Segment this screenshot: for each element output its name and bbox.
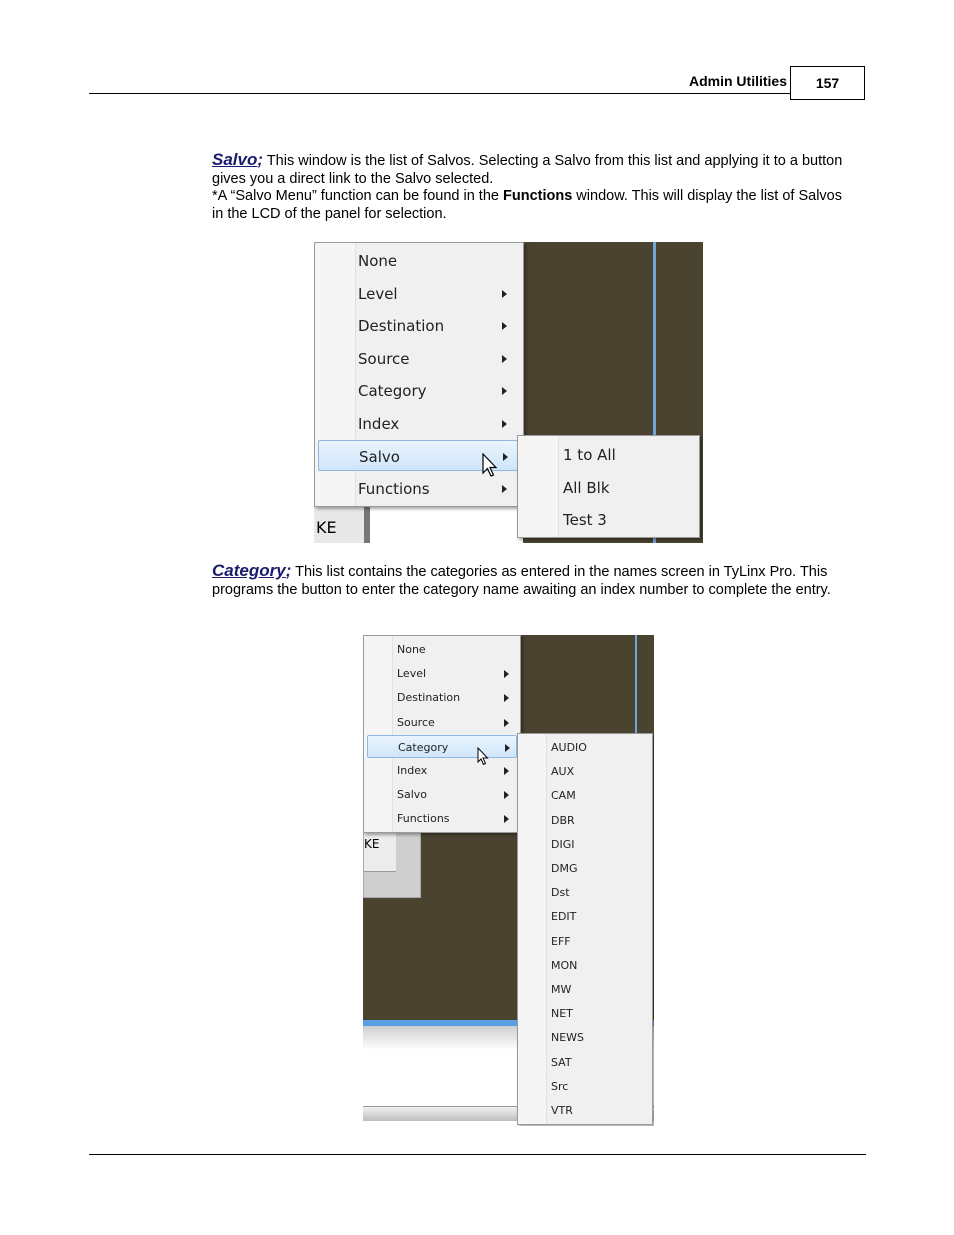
submenu-item-news[interactable] (518, 1026, 652, 1049)
partial-button-label: KE (316, 518, 337, 537)
submenu-item-label: VTR (551, 1104, 573, 1117)
submenu-item-label: 1 to All (563, 446, 616, 464)
chevron-right-icon (502, 322, 507, 330)
menu-item-level[interactable] (315, 278, 523, 309)
chevron-right-icon (504, 767, 509, 775)
submenu-item-label: EFF (551, 934, 571, 948)
submenu-item-label: DMG (551, 862, 578, 875)
category-submenu (517, 733, 653, 1125)
page-number: 157 (790, 66, 865, 100)
chevron-right-icon (504, 694, 509, 702)
category-term: Category (212, 561, 286, 580)
submenu-item-label: MON (551, 958, 578, 972)
submenu-item-src[interactable] (518, 1075, 652, 1098)
submenu-item-label: All Blk (563, 478, 610, 497)
salvo-submenu (517, 435, 700, 538)
salvo-note-a: *A “Salvo Menu” function can be found in the (212, 188, 503, 204)
menu-item-label: Index (397, 764, 428, 777)
menu-item-label: Category (358, 382, 427, 400)
salvo-description: This window is the list of Salvos. Selecting a Salvo from this list and applying it to a button gives you a direct link to the Salvo selected. (212, 153, 843, 187)
menu-item-label: Functions (358, 479, 430, 498)
menu-item-destination[interactable] (364, 686, 520, 709)
submenu-item-label: DIGI (551, 837, 575, 851)
submenu-item-test-3[interactable] (518, 504, 699, 535)
submenu-item-net[interactable] (518, 1002, 652, 1025)
menu-item-label: Destination (358, 317, 445, 335)
partial-button (363, 830, 421, 898)
category-paragraph (212, 562, 852, 599)
menu-item-category[interactable] (367, 735, 517, 758)
submenu-item-label: AUX (551, 765, 575, 779)
menu-item-source[interactable] (315, 343, 523, 374)
partial-button-face (364, 831, 396, 872)
menu-item-functions[interactable] (364, 807, 520, 830)
category-menu-screenshot (363, 635, 654, 1126)
partial-button (314, 506, 370, 543)
menu-item-label: Level (397, 667, 427, 681)
submenu-item-label: SAT (551, 1055, 572, 1069)
menu-item-label: Salvo (397, 788, 428, 802)
chevron-right-icon (505, 744, 510, 752)
submenu-item-dst[interactable] (518, 881, 652, 904)
chevron-right-icon (502, 420, 507, 428)
submenu-item-mw[interactable] (518, 978, 652, 1001)
salvo-note-bold: Functions (503, 188, 573, 204)
chevron-right-icon (502, 387, 507, 395)
menu-item-category[interactable] (315, 375, 523, 406)
context-menu (363, 635, 521, 833)
menu-item-none[interactable] (315, 245, 523, 276)
submenu-item-aux[interactable] (518, 760, 652, 783)
submenu-item-cam[interactable] (518, 784, 652, 807)
menu-item-none[interactable] (364, 638, 520, 661)
submenu-item-dmg[interactable] (518, 857, 652, 880)
submenu-item-label: MW (551, 983, 572, 996)
menu-item-label: None (358, 252, 398, 270)
chevron-right-icon (503, 453, 508, 461)
submenu-item-label: DBR (551, 813, 575, 827)
header-rule (89, 93, 790, 94)
submenu-item-label: NEWS (551, 1031, 585, 1045)
submenu-item-label: EDIT (551, 910, 577, 924)
chevron-right-icon (504, 791, 509, 799)
submenu-item-vtr[interactable] (518, 1099, 652, 1122)
submenu-item-1-to-all[interactable] (518, 439, 699, 470)
menu-item-source[interactable] (364, 711, 520, 734)
page-header-title: Admin Utilities (688, 73, 787, 89)
submenu-item-edit[interactable] (518, 905, 652, 928)
salvo-note-b: window. This will display the list of Salvos in the LCD of the panel for selection. (212, 188, 842, 222)
menu-item-index[interactable] (364, 759, 520, 782)
submenu-item-all-blk[interactable] (518, 472, 699, 503)
category-description: This list contains the categories as entered in the names screen in TyLinx Pro. This programs the button to enter the category name awaiting an index number to complete the entry. (212, 564, 831, 598)
submenu-item-label: Dst (551, 886, 570, 900)
partial-button-label: KE (364, 837, 380, 851)
submenu-item-label: Test 3 (563, 511, 607, 529)
menu-item-label: Destination (397, 691, 461, 705)
chevron-right-icon (502, 485, 507, 493)
submenu-item-label: NET (551, 1007, 573, 1021)
submenu-item-digi[interactable] (518, 833, 652, 856)
salvo-term: Salvo (212, 150, 258, 169)
menu-item-index[interactable] (315, 408, 523, 439)
salvo-menu-screenshot (314, 242, 703, 543)
salvo-paragraph (212, 151, 852, 223)
menu-item-label: Source (358, 349, 410, 368)
submenu-item-eff[interactable] (518, 930, 652, 953)
submenu-item-dbr[interactable] (518, 809, 652, 832)
chevron-right-icon (504, 670, 509, 678)
menu-item-label: Level (358, 284, 398, 303)
chevron-right-icon (502, 355, 507, 363)
mouse-cursor-icon (482, 453, 498, 479)
menu-item-label: Functions (397, 812, 450, 826)
category-term-semicolon: ; (285, 561, 292, 580)
submenu-item-mon[interactable] (518, 954, 652, 977)
chevron-right-icon (502, 290, 507, 298)
menu-item-destination[interactable] (315, 310, 523, 341)
submenu-item-label: AUDIO (551, 741, 587, 754)
menu-item-level[interactable] (364, 662, 520, 685)
menu-item-salvo[interactable] (364, 783, 520, 806)
submenu-item-label: CAM (551, 789, 576, 803)
chevron-right-icon (504, 719, 509, 727)
menu-item-label: Index (358, 414, 400, 433)
submenu-item-audio[interactable] (518, 736, 652, 759)
menu-item-label: None (397, 643, 426, 656)
menu-item-label: Salvo (359, 448, 400, 466)
menu-item-label: Category (398, 740, 449, 754)
chevron-right-icon (504, 815, 509, 823)
mouse-cursor-icon (477, 747, 489, 767)
footer-rule (89, 1154, 866, 1155)
submenu-item-label: Src (551, 1079, 569, 1093)
salvo-term-semicolon: ; (257, 150, 264, 169)
submenu-item-sat[interactable] (518, 1051, 652, 1074)
menu-item-label: Source (397, 715, 435, 729)
